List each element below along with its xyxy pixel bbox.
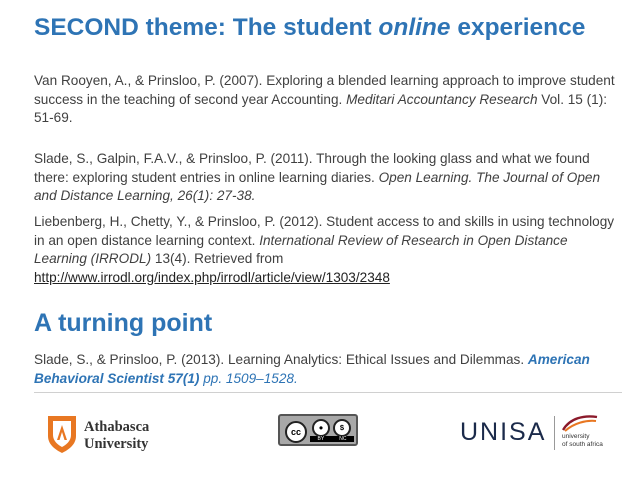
footer-divider [34,392,622,393]
reference-journal: International Review of Research in Open Distance Learning (IRRODL) [34,232,568,266]
title-emphasis: online [378,14,451,41]
reference-slade-2013 [34,351,624,388]
turning-point-heading: A turning point [34,309,213,337]
irrodl-link[interactable]: http://www.irrodl.org/index.php/irrodl/article/view/1303/2348 [34,269,390,285]
reference-journal: Meditari Accountancy Research [346,91,538,107]
unisa-wordmark: UNISA [460,418,547,446]
reference-slade-2011 [34,150,624,206]
unisa-separator [554,416,555,450]
reference-pages: pp. 1509–1528. [199,370,298,386]
cc-license-strip: BY NC [310,436,354,442]
reference-journal: Open Learning. The Journal of Open and Distance Learning, 26(1): 27-38. [34,169,601,203]
reference-journal: American Behavioral Scientist 57(1) [34,352,590,386]
reference-volume: Vol. 15 (1): 51-69. [34,91,608,125]
athabasca-wordmark: Athabasca University [84,419,150,452]
creative-commons-badge [278,414,358,446]
attribution-icon: ● [312,419,330,437]
unisa-emblem-icon [562,414,598,432]
reference-text: Slade, S., & Prinsloo, P. (2013). Learning Analytics: Ethical Issues and Dilemmas. [34,352,528,367]
reference-volume: 13(4). Retrieved from [151,251,284,266]
noncommercial-icon: $ [333,419,351,437]
unisa-subtitle: university of south africa [562,433,603,448]
reference-liebenberg-2012 [34,213,624,287]
title-suffix: experience [450,14,586,41]
reference-van-rooyen-2007 [34,72,624,128]
reference-text: Van Rooyen, A., & Prinsloo, P. (2007). Exploring a blended learning approach to improve student success in the teaching of second year Accounting. [34,73,615,107]
reference-text: Slade, S., Galpin, F.A.V., & Prinsloo, P. (2011). Through the looking glass and what we found there: exploring student entries in online learning diaries. [34,151,590,185]
cc-icon: cc [285,421,307,443]
athabasca-shield-icon [46,414,78,454]
reference-text: Liebenberg, H., Chetty, Y., & Prinsloo, P. (2012). Student access to and skills in using technology in an open distance learning context. [34,214,615,248]
title-prefix: SECOND theme: The student [34,14,379,41]
slide-title [34,14,585,42]
athabasca-university-logo [46,414,166,458]
